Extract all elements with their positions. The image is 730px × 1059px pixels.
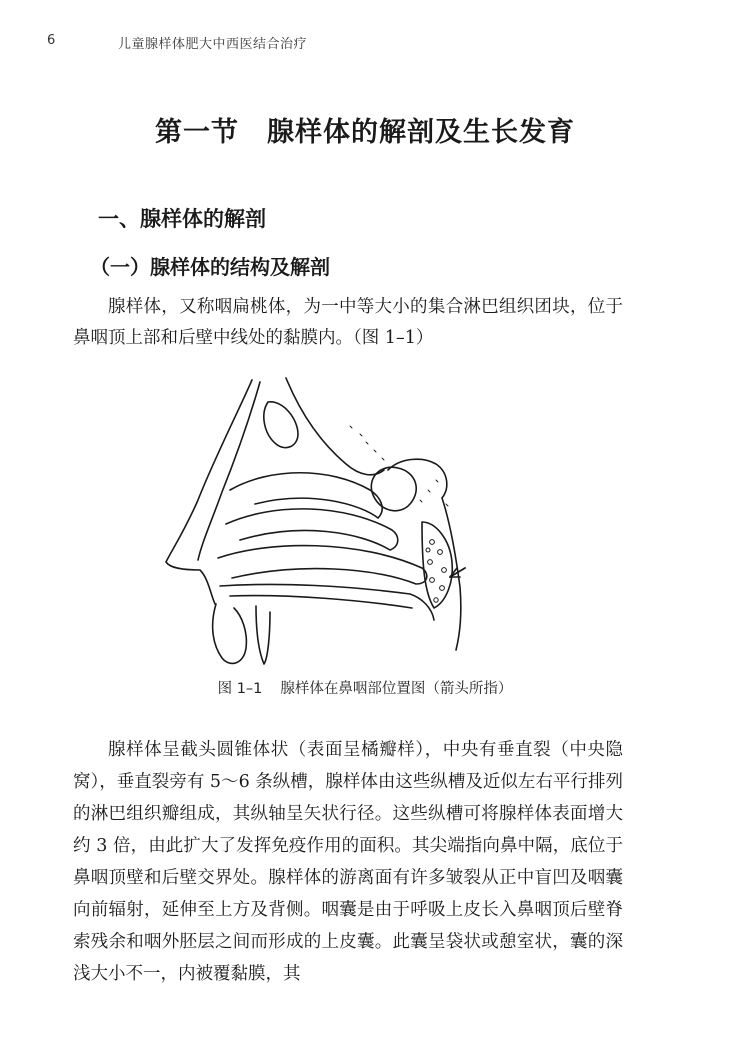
nose-outline <box>166 380 252 604</box>
section-heading: 一、腺样体的解剖 <box>98 206 266 231</box>
turbinate-middle <box>226 509 398 550</box>
nasopharynx-illustration <box>160 372 500 672</box>
paragraph-2: 腺样体呈截头圆锥体状（表面呈橘瓣样），中央有垂直裂（中央隐窝），垂直裂旁有 5～6 条纵槽，腺样体由这些纵槽及近似左右平行排列的淋巴组织瓣组成，其纵轴呈矢状行径。这些纵槽可将腺样体表面增大约 3 倍，由此扩大了发挥免疫作用的面积。其尖端指向鼻中隔，底位于鼻咽顶壁和后壁交界处。腺样体的游离面有许多皱裂从正中盲凹及咽囊向前辐射，延伸至上方及背侧。咽囊是由于呼吸上皮长入鼻咽顶后壁脊索残余和咽外胚层之间而形成的上皮囊。此囊呈袋状或憩室状，囊的深浅大小不一，内被覆黏膜，其 <box>73 740 623 984</box>
paragraph-1: 腺样体，又称咽扁桃体，为一中等大小的集合淋巴组织团块，位于鼻咽顶上部和后壁中线处的黏膜内。（图 1–1） <box>73 297 623 348</box>
soft-palate <box>230 596 412 608</box>
turbinate-lower <box>218 546 427 584</box>
sphenoid-wall <box>388 459 447 498</box>
chapter-heading <box>0 110 730 149</box>
chapter-title: 腺样体的解剖及生长发育 <box>267 117 575 148</box>
adenoid-texture <box>426 540 446 603</box>
sub-heading: （一）腺样体的结构及解剖 <box>90 255 330 279</box>
frontal-sinus <box>264 402 298 448</box>
turbinate-upper <box>230 473 382 518</box>
hard-palate <box>220 584 434 620</box>
skull-base <box>286 378 384 475</box>
figure-caption-text: 腺样体在鼻咽部位置图（箭头所指） <box>280 681 513 697</box>
uvula <box>213 604 247 663</box>
figure-caption <box>0 677 730 698</box>
figure-number: 图 1–1 <box>217 681 263 697</box>
book-title: 儿童腺样体肥大中西医结合治疗 <box>118 37 308 52</box>
adenoid <box>422 522 452 608</box>
section-number: 第一节 <box>155 117 239 148</box>
running-head <box>47 33 690 53</box>
nasal-dorsum <box>198 382 260 560</box>
figure-nasopharynx <box>160 372 500 672</box>
page-number: 6 <box>47 33 56 48</box>
mucosa-stipple <box>350 426 448 506</box>
tongue-tip <box>256 606 270 664</box>
